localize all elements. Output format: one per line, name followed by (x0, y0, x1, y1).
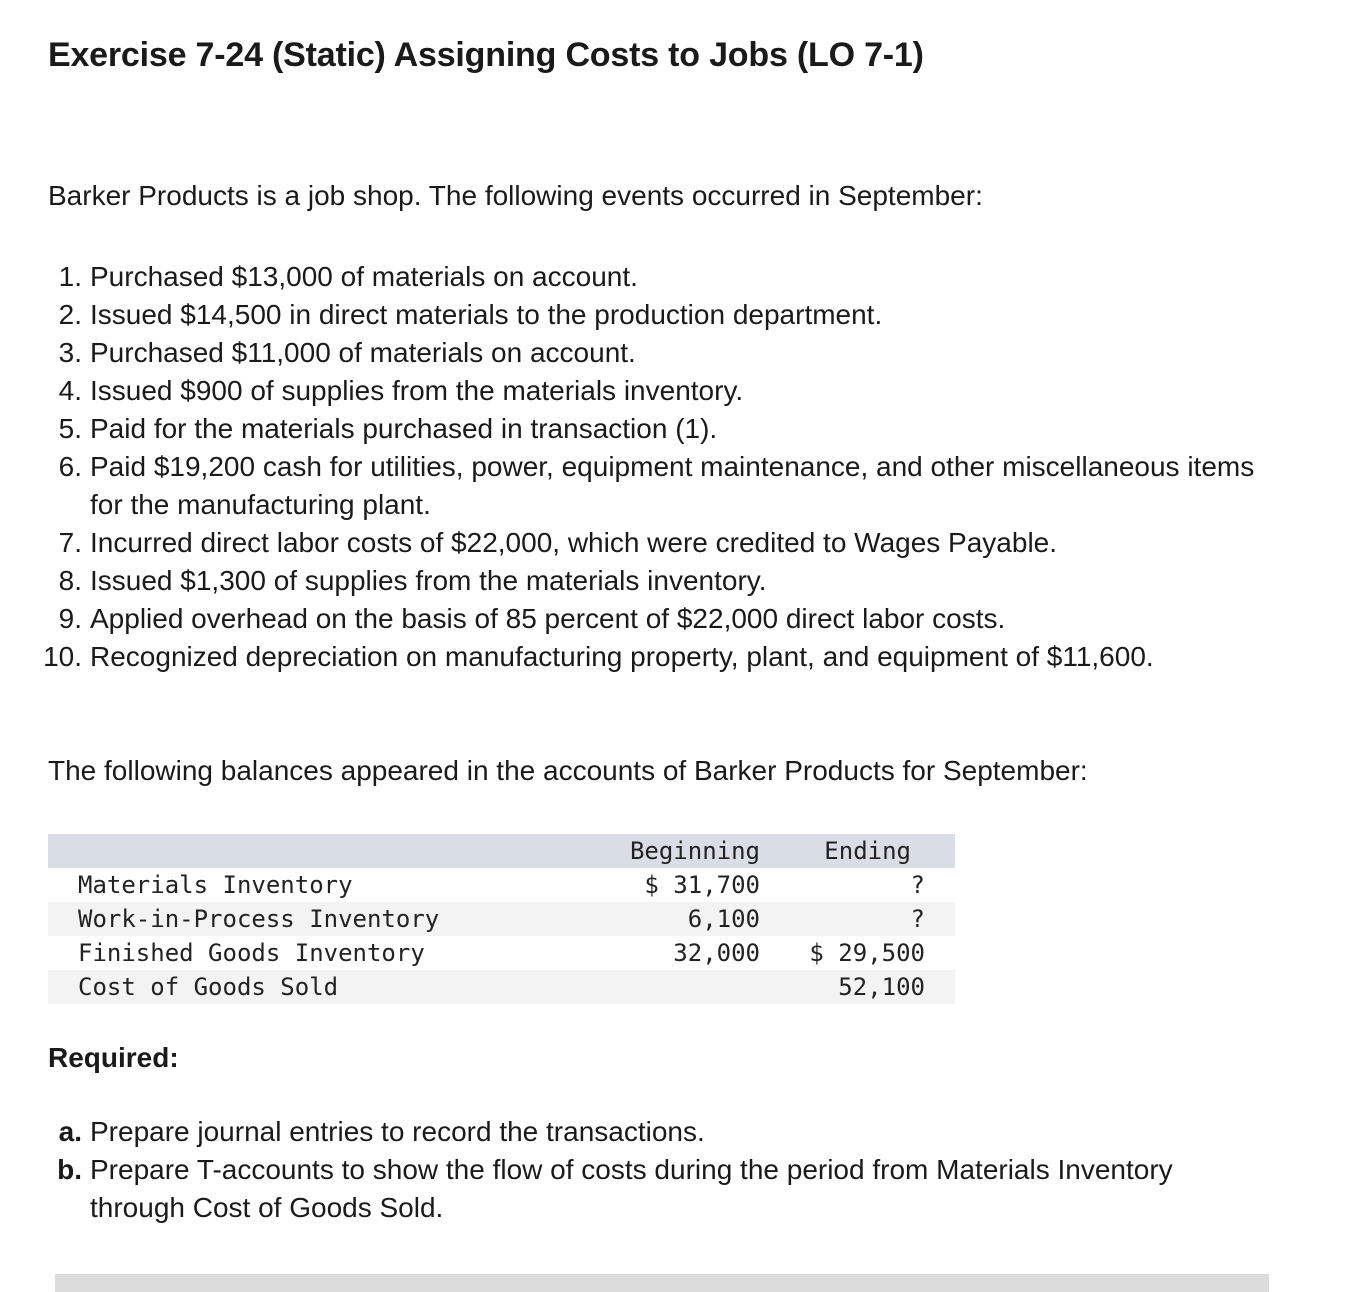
events-list (0, 258, 1260, 676)
requirement-letter: b. (57, 1154, 82, 1185)
list-item-text: Issued $1,300 of supplies from the materials inventory. (90, 565, 767, 596)
list-item-number: 6. (58, 451, 82, 482)
list-item-number: 4. (58, 375, 82, 406)
list-item (0, 410, 1260, 448)
account-name: Materials Inventory (78, 871, 353, 899)
ending-balance: ? (910, 871, 925, 899)
list-item-number: 2. (58, 299, 82, 330)
table-header-row (48, 834, 955, 868)
table-row (48, 868, 955, 902)
list-item (0, 334, 1260, 372)
requirement-text: Prepare T-accounts to show the flow of costs during the period from Materials Inventory through Cost of Goods Sold. (90, 1154, 1173, 1223)
account-name: Work-in-Process Inventory (78, 905, 440, 933)
ending-balance: ? (910, 905, 925, 933)
balances-table (48, 834, 955, 1004)
ending-balance: 52,100 (838, 973, 925, 1001)
list-item-number: 5. (58, 413, 82, 444)
header-ending: Ending (824, 837, 911, 865)
balances-intro-text: The following balances appeared in the accounts of Barker Products for September: (48, 755, 1088, 786)
list-item-number: 10. (43, 641, 82, 672)
table-row (48, 970, 955, 1004)
exercise-title: Exercise 7-24 (Static) Assigning Costs to Jobs (LO 7-1) (48, 36, 924, 74)
list-item-text: Issued $900 of supplies from the materials inventory. (90, 375, 744, 406)
list-item (0, 638, 1260, 676)
list-item (0, 1151, 1260, 1227)
table-row (48, 902, 955, 936)
requirement-letter: a. (58, 1116, 82, 1147)
requirement-text: Prepare journal entries to record the transactions. (90, 1116, 705, 1147)
beginning-balance (498, 970, 760, 1004)
table-row (48, 936, 955, 970)
bottom-divider-bar (55, 1274, 1269, 1292)
list-item-number: 9. (58, 603, 82, 634)
list-item (0, 258, 1260, 296)
required-heading: Required: (48, 1042, 179, 1073)
requirements-list (0, 1113, 1260, 1227)
list-item-text: Purchased $11,000 of materials on account. (90, 337, 636, 368)
list-item (0, 600, 1260, 638)
list-item-text: Incurred direct labor costs of $22,000, which were credited to Wages Payable. (90, 527, 1058, 558)
list-item-text: Applied overhead on the basis of 85 percent of $22,000 direct labor costs. (90, 603, 1006, 634)
list-item (0, 1113, 1260, 1151)
list-item (0, 524, 1260, 562)
intro-text: Barker Products is a job shop. The following events occurred in September: (48, 180, 983, 211)
list-item-number: 8. (58, 565, 82, 596)
header-label (48, 834, 498, 868)
list-item (0, 562, 1260, 600)
ending-balance: $ 29,500 (809, 939, 925, 967)
account-name: Finished Goods Inventory (78, 939, 425, 967)
list-item-text: Paid $19,200 cash for utilities, power, equipment maintenance, and other miscellaneous items for the manufacturing plant. (90, 451, 1255, 520)
account-name: Cost of Goods Sold (78, 973, 339, 1001)
beginning-balance: 32,000 (673, 939, 760, 967)
beginning-balance: $ 31,700 (644, 871, 760, 899)
list-item (0, 448, 1260, 524)
list-item-number: 3. (58, 337, 82, 368)
list-item-text: Issued $14,500 in direct materials to the production department. (90, 299, 883, 330)
list-item-number: 1. (58, 261, 82, 292)
list-item-number: 7. (58, 527, 82, 558)
beginning-balance: 6,100 (687, 905, 760, 933)
list-item-text: Paid for the materials purchased in transaction (1). (90, 413, 718, 444)
list-item-text: Recognized depreciation on manufacturing property, plant, and equipment of $11,600. (90, 641, 1154, 672)
list-item-text: Purchased $13,000 of materials on account. (90, 261, 638, 292)
list-item (0, 372, 1260, 410)
header-beginning: Beginning (629, 837, 760, 865)
list-item (0, 296, 1260, 334)
